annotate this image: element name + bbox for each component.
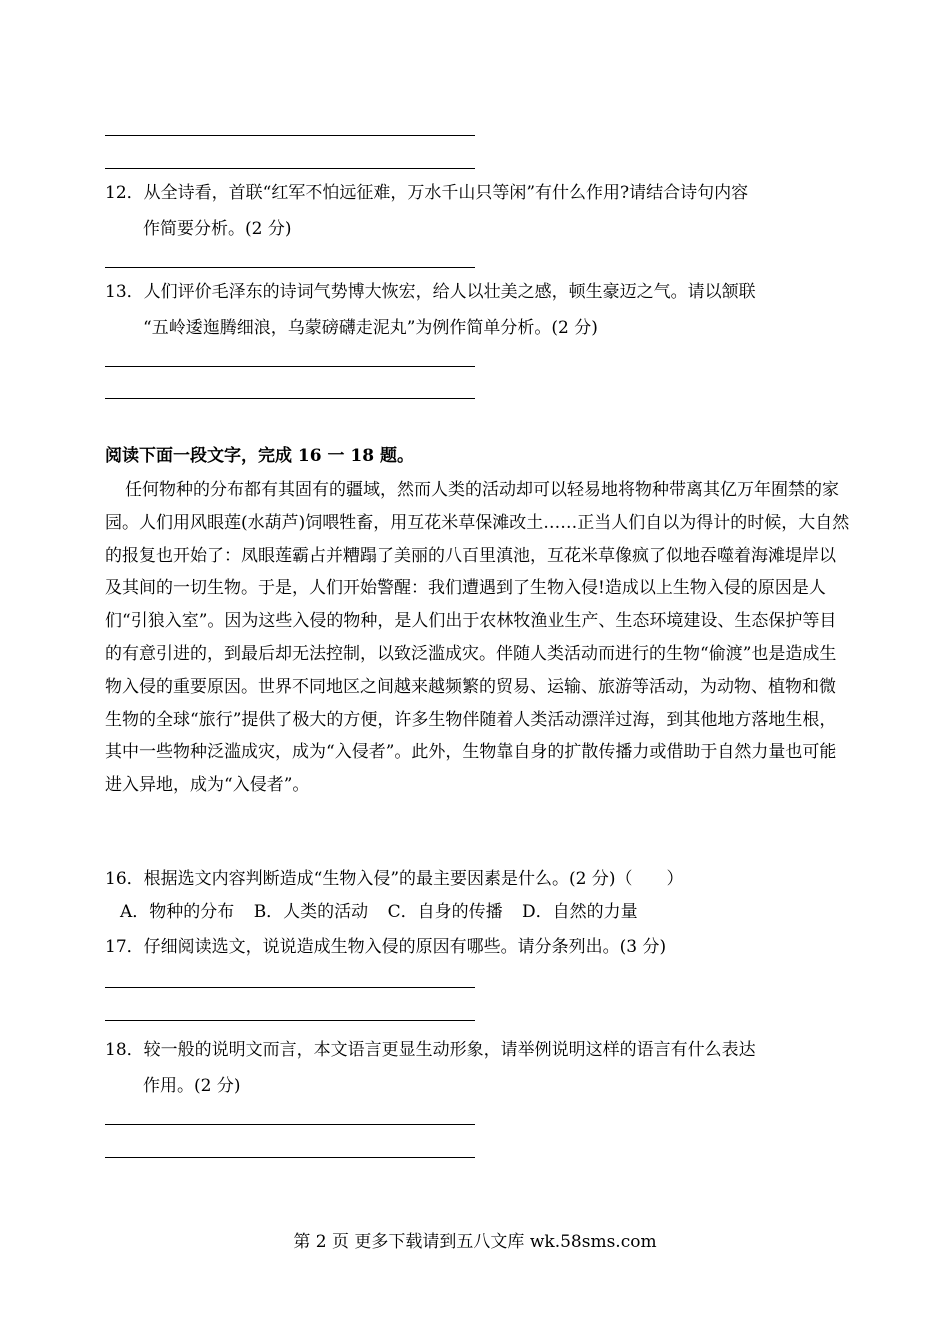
- question-13-line2: “五岭逶迤腾细浪，乌蒙磅礴走泥丸”为例作简单分析。(2 分): [143, 318, 598, 338]
- question-12: [105, 175, 850, 247]
- question-18-line2: 作用。(2 分): [143, 1076, 241, 1096]
- page-footer: 第 2 页 更多下载请到五八文库 wk.58sms.com: [293, 1232, 657, 1252]
- option-c: C．自身的传播: [387, 902, 503, 922]
- answer-line: [105, 366, 475, 367]
- question-17: [105, 929, 850, 965]
- question-18: [105, 1032, 850, 1104]
- answer-line: [105, 267, 475, 268]
- question-16-options: [120, 896, 652, 928]
- answer-line: [105, 1124, 475, 1125]
- answer-line: [105, 168, 475, 169]
- option-a: A．物种的分布: [120, 902, 235, 922]
- answer-line: [105, 398, 475, 399]
- question-13: [105, 274, 850, 346]
- answer-line: [105, 1157, 475, 1158]
- reading-passage-text: 任何物种的分布都有其固有的疆域，然而人类的活动却可以轻易地将物种带离其亿万年囿禁的家园。人们用风眼莲(水葫芦)饲喂牲畜，用互花米草保滩改土……正当人们自以为得计的时候，大自然的报复也开始了：凤眼莲霸占并糟蹋了美丽的八百里滇池，互花米草像疯了似地吞噬着海滩堤岸以及其间的一切生物。于是，人们开始警醒：我们遭遇到了生物入侵!造成以上生物入侵的原因是人们“引狼入室”。因为这些入侵的物种，是人们出于农林牧渔业生产、生态环境建设、生态保护等目的有意引进的，到最后却无法控制，以致泛滥成灾。伴随人类活动而进行的生物“偷渡”也是造成生物入侵的重要原因。世界不同地区之间越来越频繁的贸易、运输、旅游等活动，为动物、植物和微生物的全球“旅行”提供了极大的方便，许多生物伴随着人类活动漂洋过海，到其他地方落地生根，其中一些物种泛滥成灾，成为“入侵者”。此外，生物靠自身的扩散传播力或借助于自然力量也可能进入异地，成为“入侵者”。: [105, 480, 850, 796]
- question-12-line2: 作简要分析。(2 分): [143, 219, 292, 239]
- answer-line: [105, 1020, 475, 1021]
- question-13-line1: 13．人们评价毛泽东的诗词气势博大恢宏，给人以壮美之感，顿生豪迈之气。请以颔联: [105, 282, 756, 302]
- answer-line: [105, 135, 475, 136]
- answer-line: [105, 987, 475, 988]
- question-17-stem: 17．仔细阅读选文，说说造成生物入侵的原因有哪些。请分条列出。(3 分): [105, 937, 667, 957]
- option-d: D．自然的力量: [522, 902, 638, 922]
- reading-passage: [105, 474, 850, 802]
- question-16: [105, 861, 850, 897]
- question-18-line1: 18．较一般的说明文而言，本文语言更显生动形象，请举例说明这样的语言有什么表达: [105, 1040, 756, 1060]
- reading-heading: 阅读下面一段文字，完成 16 一 18 题。: [105, 446, 414, 466]
- question-16-stem: 16．根据选文内容判断造成“生物入侵”的最主要因素是什么。(2 分)（ ）: [105, 869, 684, 889]
- question-12-line1: 12．从全诗看，首联“红军不怕远征难，万水千山只等闲”有什么作用?请结合诗句内容: [105, 183, 749, 203]
- option-b: B．人类的活动: [253, 902, 369, 922]
